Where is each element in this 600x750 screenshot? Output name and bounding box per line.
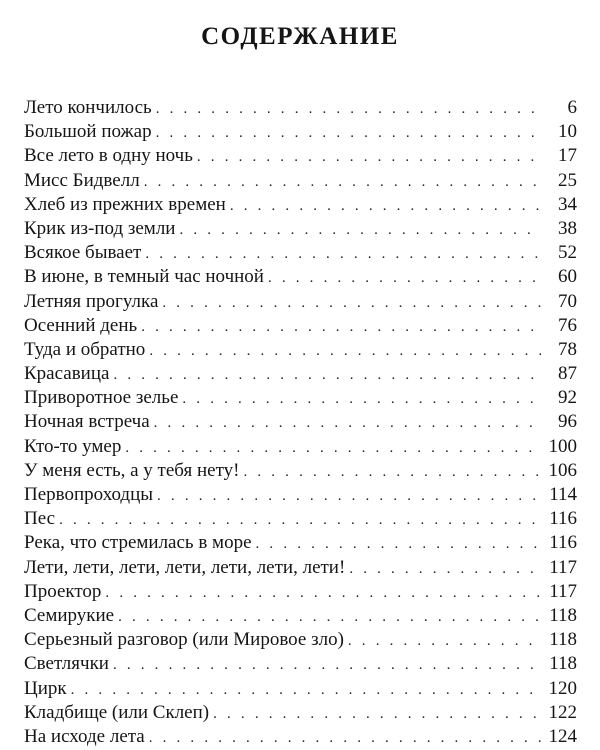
toc-entry bbox=[24, 169, 577, 193]
dot-leader bbox=[157, 484, 541, 508]
toc-entry bbox=[24, 362, 577, 386]
toc-entry-title: Хлеб из прежних времен bbox=[24, 193, 230, 217]
toc-entry bbox=[24, 459, 577, 483]
toc-entry bbox=[24, 483, 577, 507]
toc-entry bbox=[24, 338, 577, 362]
toc-entry-page-number: 124 bbox=[548, 725, 577, 747]
dot-leader bbox=[230, 194, 541, 218]
toc-entry-page-number: 87 bbox=[558, 363, 577, 385]
dot-leader bbox=[348, 629, 541, 653]
toc-entry-title: Лети, лети, лети, лети, лети, лети, лети! bbox=[24, 556, 349, 580]
dot-leader bbox=[154, 411, 541, 435]
dot-leader bbox=[182, 387, 541, 411]
toc-entry bbox=[24, 580, 577, 604]
toc-entry-page-number: 114 bbox=[549, 484, 577, 505]
toc-entry-title: Река, что стремилась в море bbox=[24, 531, 256, 555]
toc-entry bbox=[24, 96, 577, 120]
toc-entry bbox=[24, 241, 577, 265]
dot-leader bbox=[179, 218, 541, 242]
toc-entry-title: Мисс Бидвелл bbox=[24, 169, 144, 193]
toc-entry-title: Пес bbox=[24, 507, 59, 531]
toc-entry-page-number: 120 bbox=[548, 677, 577, 699]
toc-entry-title: Приворотное зелье bbox=[24, 386, 182, 410]
dot-leader bbox=[145, 242, 541, 266]
dot-leader bbox=[141, 315, 541, 339]
toc-entry bbox=[24, 435, 577, 459]
toc-entry bbox=[24, 410, 577, 434]
toc-entry-title: Кто-то умер bbox=[24, 435, 125, 459]
toc-entry-page-number: 116 bbox=[549, 508, 577, 530]
dot-leader bbox=[156, 121, 541, 145]
toc-entry-page-number: 117 bbox=[549, 556, 577, 578]
toc-entry-title: Серьезный разговор (или Мировое зло) bbox=[24, 628, 348, 652]
dot-leader bbox=[243, 460, 541, 484]
toc-entry bbox=[24, 628, 577, 652]
toc-entry-title: Крик из-под земли bbox=[24, 217, 179, 241]
toc-entry-title: Проектор bbox=[24, 580, 105, 604]
dot-leader bbox=[197, 145, 541, 169]
toc-entry-page-number: 76 bbox=[558, 314, 577, 336]
toc-entry bbox=[24, 701, 577, 725]
table-of-contents bbox=[24, 96, 577, 749]
dot-leader bbox=[71, 678, 541, 702]
dot-leader bbox=[113, 653, 541, 677]
dot-leader bbox=[268, 266, 541, 290]
toc-entry bbox=[24, 314, 577, 338]
toc-entry-page-number: 60 bbox=[558, 266, 577, 288]
toc-entry bbox=[24, 556, 577, 580]
toc-entry-page-number: 10 bbox=[558, 121, 577, 143]
toc-entry-page-number: 118 bbox=[549, 604, 577, 626]
toc-entry-page-number: 122 bbox=[548, 701, 577, 723]
toc-entry bbox=[24, 604, 577, 628]
toc-entry bbox=[24, 265, 577, 289]
toc-entry-page-number: 92 bbox=[558, 387, 577, 409]
toc-entry-page-number: 25 bbox=[558, 169, 577, 191]
toc-entry-page-number: 118 bbox=[549, 629, 577, 651]
toc-entry-title: Первопроходцы bbox=[24, 483, 157, 507]
dot-leader bbox=[59, 508, 541, 532]
toc-entry-title: Все лето в одну ночь bbox=[24, 144, 197, 168]
toc-entry-title: Семирукие bbox=[24, 604, 118, 628]
dot-leader bbox=[125, 436, 541, 460]
toc-entry-title: Ночная встреча bbox=[24, 410, 154, 434]
toc-entry-title: В июне, в темный час ночной bbox=[24, 265, 268, 289]
dot-leader bbox=[256, 532, 541, 556]
toc-entry-page-number: 118 bbox=[549, 653, 577, 675]
toc-entry-title: Лето кончилось bbox=[24, 96, 156, 120]
toc-entry-title: Красавица bbox=[24, 362, 113, 386]
toc-entry-page-number: 117 bbox=[549, 580, 577, 602]
dot-leader bbox=[149, 339, 541, 363]
toc-entry bbox=[24, 217, 577, 241]
toc-entry-title: Большой пожар bbox=[24, 120, 156, 144]
dot-leader bbox=[105, 581, 541, 605]
toc-entry-title: У меня есть, а у тебя нету! bbox=[24, 459, 243, 483]
toc-entry-page-number: 78 bbox=[558, 338, 577, 360]
toc-entry bbox=[24, 193, 577, 217]
toc-entry-title: Осенний день bbox=[24, 314, 141, 338]
dot-leader bbox=[349, 557, 541, 581]
dot-leader bbox=[149, 726, 541, 750]
toc-entry-page-number: 106 bbox=[548, 459, 577, 481]
toc-entry bbox=[24, 677, 577, 701]
toc-entry-page-number: 52 bbox=[558, 242, 577, 264]
toc-entry-page-number: 6 bbox=[567, 97, 577, 118]
toc-entry-title: Кладбище (или Склеп) bbox=[24, 701, 213, 725]
toc-entry-page-number: 17 bbox=[558, 145, 577, 167]
toc-entry bbox=[24, 120, 577, 144]
toc-entry bbox=[24, 652, 577, 676]
toc-entry-title: Всякое бывает bbox=[24, 241, 145, 265]
toc-entry-title: На исходе лета bbox=[24, 725, 149, 749]
toc-entry-title: Цирк bbox=[24, 677, 71, 701]
toc-entry bbox=[24, 725, 577, 749]
dot-leader bbox=[156, 97, 541, 121]
dot-leader bbox=[118, 605, 541, 629]
toc-entry bbox=[24, 144, 577, 168]
toc-entry-page-number: 100 bbox=[548, 435, 577, 457]
toc-entry-page-number: 70 bbox=[558, 290, 577, 312]
contents-heading: СОДЕРЖАНИЕ bbox=[201, 23, 399, 50]
toc-entry-page-number: 34 bbox=[558, 193, 577, 215]
toc-entry-title: Туда и обратно bbox=[24, 338, 149, 362]
dot-leader bbox=[144, 170, 541, 194]
toc-entry bbox=[24, 531, 577, 555]
dot-leader bbox=[113, 363, 541, 387]
toc-entry bbox=[24, 386, 577, 410]
toc-entry-title: Летняя прогулка bbox=[24, 290, 162, 314]
toc-entry bbox=[24, 507, 577, 531]
dot-leader bbox=[162, 291, 541, 315]
toc-entry-page-number: 96 bbox=[558, 411, 577, 433]
toc-entry-page-number: 116 bbox=[549, 532, 577, 554]
toc-entry-page-number: 38 bbox=[558, 217, 577, 239]
toc-entry-title: Светлячки bbox=[24, 652, 113, 676]
toc-entry bbox=[24, 290, 577, 314]
dot-leader bbox=[213, 702, 541, 726]
